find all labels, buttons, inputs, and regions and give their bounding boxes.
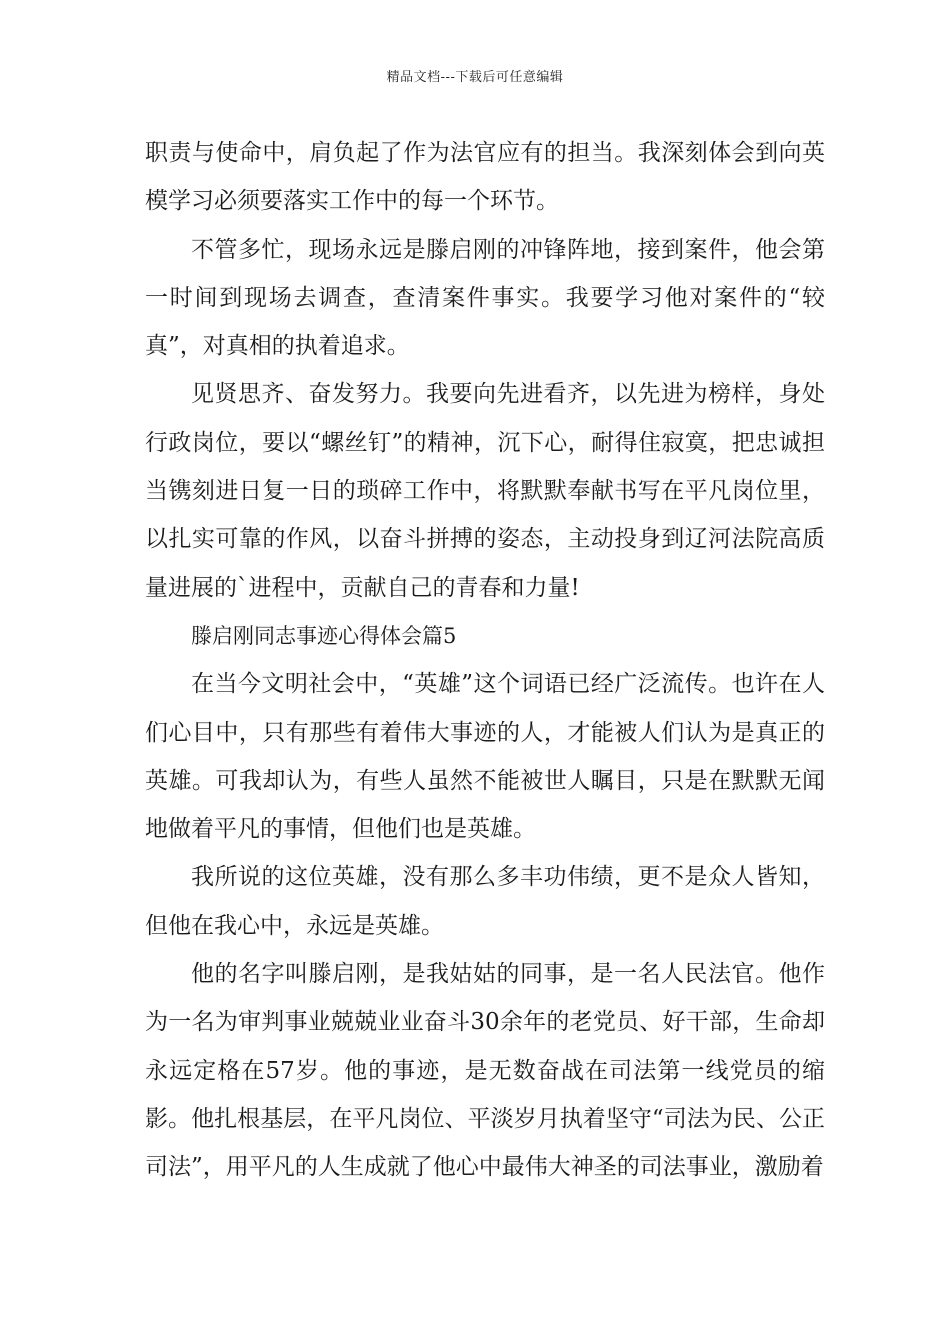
section-heading: 滕启刚同志事迹心得体会篇5: [191, 623, 457, 648]
paragraph: 不管多忙，现场永远是滕启刚的冲锋阵地，接到案件，他会第一时间到现场去调查，查清案件事实。我要学习他对案件的“较真”，对真相的执着追求。: [145, 236, 825, 360]
paragraph: 他的名字叫滕启刚，是我姑姑的同事，是一名人民法官。他作为一名为审判事业兢兢业业奋斗30余年的老党员、好干部，生命却永远定格在57岁。他的事迹，是无数奋战在司法第一线党员的缩影。他扎根基层，在平凡岗位、平淡岁月执着坚守“司法为民、公正司法”，用平凡的人生成就了他心中最伟大神圣的司法事业，激励着: [145, 961, 825, 1181]
paragraph: 见贤思齐、奋发努力。我要向先进看齐，以先进为榜样，身处行政岗位，要以“螺丝钉”的精神，沉下心，耐得住寂寞，把忠诚担当镌刻进日复一日的琐碎工作中，将默默奉献书写在平凡岗位里，以扎实可靠的作风，以奋斗拼搏的姿态，主动投身到辽河法院高质量进展的`进程中，贡献自己的青春和力量!: [145, 381, 825, 601]
document-body: [145, 129, 825, 1192]
page-header: 精品文档---下载后可任意编辑: [386, 70, 564, 85]
paragraph: 在当今文明社会中，“英雄”这个词语已经广泛流传。也许在人们心目中，只有那些有着伟大事迹的人，才能被人们认为是真正的英雄。可我却认为，有些人虽然不能被世人瞩目，只是在默默无闻地做着平凡的事情，但他们也是英雄。: [145, 671, 825, 843]
paragraph: 职责与使命中，肩负起了作为法官应有的担当。我深刻体会到向英模学习必须要落实工作中的每一个环节。: [145, 140, 825, 215]
paragraph: 我所说的这位英雄，没有那么多丰功伟绩，更不是众人皆知，但他在我心中，永远是英雄。: [145, 864, 825, 939]
